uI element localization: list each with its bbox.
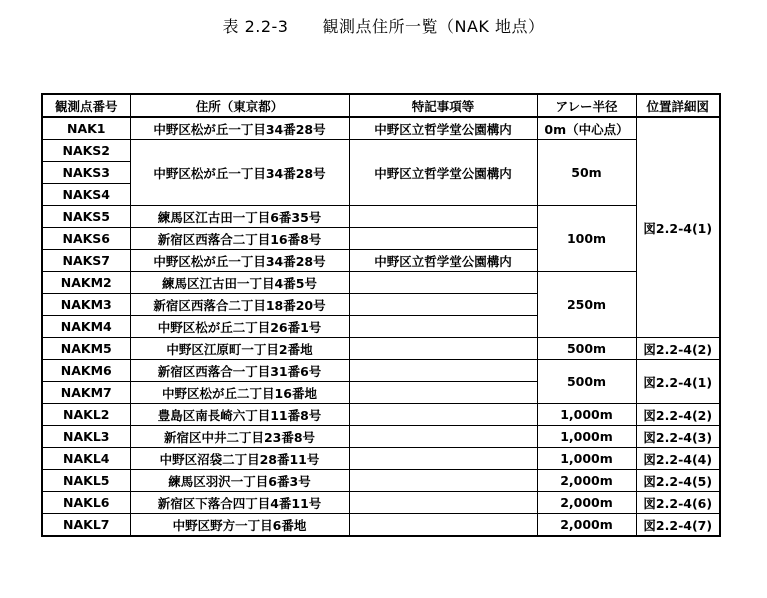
figure-cell: 図2.2-4(3) <box>636 426 720 448</box>
remarks-cell <box>349 448 537 470</box>
table-row <box>42 206 720 228</box>
station-id-cell: NAKL6 <box>42 492 130 514</box>
figure-cell: 図2.2-4(7) <box>636 514 720 537</box>
address-cell: 中野区野方一丁目6番地 <box>130 514 349 537</box>
table-row <box>42 117 720 140</box>
station-id-cell: NAKS3 <box>42 162 130 184</box>
header-address: 住所（東京都） <box>130 94 349 117</box>
table-row <box>42 140 720 162</box>
radius-cell: 1,000m <box>537 448 636 470</box>
figure-cell: 図2.2-4(1) <box>636 117 720 338</box>
address-cell: 新宿区西落合二丁目16番8号 <box>130 228 349 250</box>
remarks-cell: 中野区立哲学堂公園構内 <box>349 140 537 206</box>
address-cell: 中野区沼袋二丁目28番11号 <box>130 448 349 470</box>
header-array-radius: アレー半径 <box>537 94 636 117</box>
figure-cell: 図2.2-4(2) <box>636 338 720 360</box>
radius-cell: 500m <box>537 338 636 360</box>
header-remarks: 特記事項等 <box>349 94 537 117</box>
remarks-cell: 中野区立哲学堂公園構内 <box>349 117 537 140</box>
station-id-cell: NAKM6 <box>42 360 130 382</box>
table-caption <box>0 14 767 37</box>
radius-cell: 500m <box>537 360 636 404</box>
station-id-cell: NAKS5 <box>42 206 130 228</box>
address-cell: 中野区松が丘二丁目26番1号 <box>130 316 349 338</box>
station-id-cell: NAKM5 <box>42 338 130 360</box>
remarks-cell <box>349 338 537 360</box>
table-row <box>42 448 720 470</box>
remarks-cell: 中野区立哲学堂公園構内 <box>349 250 537 272</box>
table-row <box>42 360 720 382</box>
address-cell: 練馬区羽沢一丁目6番3号 <box>130 470 349 492</box>
address-cell: 中野区松が丘一丁目34番28号 <box>130 117 349 140</box>
radius-cell: 2,000m <box>537 492 636 514</box>
station-id-cell: NAKL5 <box>42 470 130 492</box>
figure-cell: 図2.2-4(6) <box>636 492 720 514</box>
header-station-id: 観測点番号 <box>42 94 130 117</box>
station-id-cell: NAKM4 <box>42 316 130 338</box>
remarks-cell <box>349 316 537 338</box>
station-id-cell: NAKM3 <box>42 294 130 316</box>
station-id-cell: NAKS7 <box>42 250 130 272</box>
address-cell: 練馬区江古田一丁目4番5号 <box>130 272 349 294</box>
table-title: 観測点住所一覧（NAK 地点） <box>322 17 545 36</box>
radius-cell: 1,000m <box>537 404 636 426</box>
figure-cell: 図2.2-4(2) <box>636 404 720 426</box>
station-id-cell: NAKM2 <box>42 272 130 294</box>
table-header-row <box>42 94 720 117</box>
station-id-cell: NAKS6 <box>42 228 130 250</box>
figure-cell: 図2.2-4(4) <box>636 448 720 470</box>
remarks-cell <box>349 404 537 426</box>
address-cell: 中野区江原町一丁目2番地 <box>130 338 349 360</box>
station-id-cell: NAKS4 <box>42 184 130 206</box>
remarks-cell <box>349 206 537 228</box>
address-cell: 練馬区江古田一丁目6番35号 <box>130 206 349 228</box>
radius-cell: 1,000m <box>537 426 636 448</box>
address-cell: 中野区松が丘一丁目34番28号 <box>130 140 349 206</box>
address-cell: 豊島区南長崎六丁目11番8号 <box>130 404 349 426</box>
table-number: 表 2.2-3 <box>222 17 289 36</box>
address-cell: 新宿区中井二丁目23番8号 <box>130 426 349 448</box>
address-cell: 新宿区下落合四丁目4番11号 <box>130 492 349 514</box>
figure-cell: 図2.2-4(1) <box>636 360 720 404</box>
remarks-cell <box>349 514 537 537</box>
address-cell: 新宿区西落合二丁目18番20号 <box>130 294 349 316</box>
table-row <box>42 272 720 294</box>
table-row <box>42 492 720 514</box>
table-row <box>42 514 720 537</box>
station-id-cell: NAKS2 <box>42 140 130 162</box>
table-row <box>42 338 720 360</box>
observation-point-table <box>41 93 721 537</box>
radius-cell: 0m（中心点） <box>537 117 636 140</box>
remarks-cell <box>349 382 537 404</box>
station-id-cell: NAK1 <box>42 117 130 140</box>
remarks-cell <box>349 294 537 316</box>
radius-cell: 2,000m <box>537 470 636 492</box>
table-row <box>42 426 720 448</box>
station-id-cell: NAKL3 <box>42 426 130 448</box>
address-cell: 中野区松が丘一丁目34番28号 <box>130 250 349 272</box>
table-row <box>42 404 720 426</box>
station-id-cell: NAKM7 <box>42 382 130 404</box>
radius-cell: 100m <box>537 206 636 272</box>
address-cell: 新宿区西落合一丁目31番6号 <box>130 360 349 382</box>
radius-cell: 50m <box>537 140 636 206</box>
remarks-cell <box>349 492 537 514</box>
address-cell: 中野区松が丘二丁目16番地 <box>130 382 349 404</box>
figure-cell: 図2.2-4(5) <box>636 470 720 492</box>
remarks-cell <box>349 470 537 492</box>
remarks-cell <box>349 426 537 448</box>
table-row <box>42 470 720 492</box>
remarks-cell <box>349 360 537 382</box>
remarks-cell <box>349 228 537 250</box>
remarks-cell <box>349 272 537 294</box>
radius-cell: 250m <box>537 272 636 338</box>
header-location-figure: 位置詳細図 <box>636 94 720 117</box>
station-id-cell: NAKL7 <box>42 514 130 537</box>
radius-cell: 2,000m <box>537 514 636 537</box>
station-id-cell: NAKL2 <box>42 404 130 426</box>
station-id-cell: NAKL4 <box>42 448 130 470</box>
